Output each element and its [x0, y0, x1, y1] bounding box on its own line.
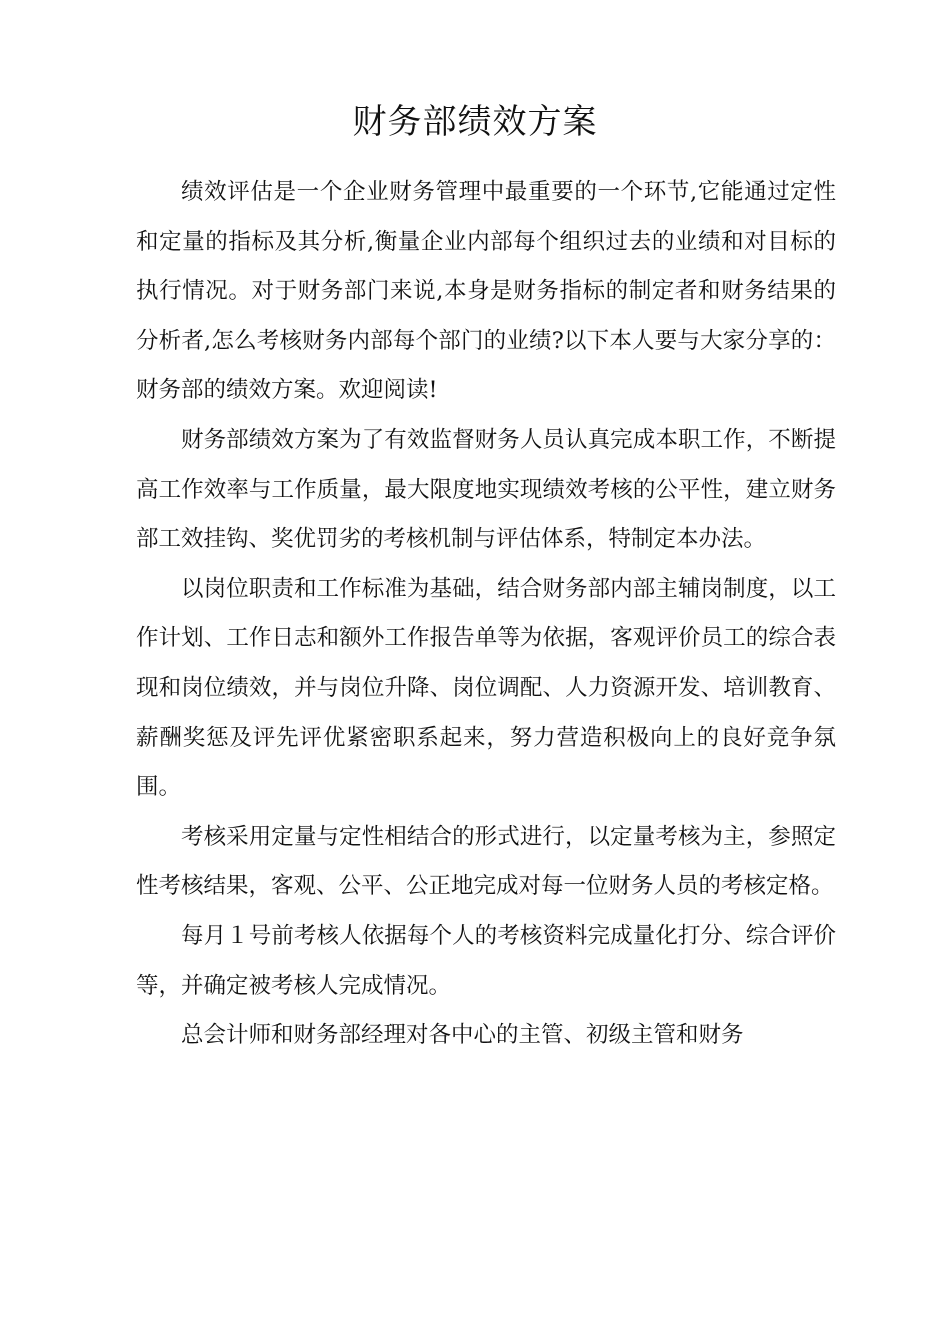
- paragraph-basis: 以岗位职责和工作标准为基础，结合财务部内部主辅岗制度，以工作计划、工作日志和额外工作报告单等为依据，客观评价员工的综合表现和岗位绩效，并与岗位升降、岗位调配、人力资源开发、培训教育、薪酬奖惩及评先评优紧密职系起来，努力营造积极向上的良好竞争氛围。: [136, 575, 836, 801]
- document-body: [136, 168, 836, 1061]
- document-title: 财务部绩效方案: [352, 102, 598, 142]
- paragraph-method: 考核采用定量与定性相结合的形式进行，以定量考核为主，参照定性考核结果，客观、公平、公正地完成对每一位财务人员的考核定格。: [136, 823, 836, 900]
- paragraph-schedule: 每月１号前考核人依据每个人的考核资料完成量化打分、综合评价等，并确定被考核人完成情况。: [136, 922, 836, 999]
- paragraph-intro: 绩效评估是一个企业财务管理中最重要的一个环节,它能通过定性和定量的指标及其分析,衡量企业内部每个组织过去的业绩和对目标的执行情况。对于财务部门来说,本身是财务指标的制定者和财务结果的分析者,怎么考核财务内部每个部门的业绩?以下本人要与大家分享的：财务部的绩效方案。欢迎阅读!: [136, 179, 836, 404]
- paragraph-responsibility: 总会计师和财务部经理对各中心的主管、初级主管和财务: [181, 1022, 744, 1049]
- paragraph-purpose: 财务部绩效方案为了有效监督财务人员认真完成本职工作，不断提高工作效率与工作质量，最大限度地实现绩效考核的公平性，建立财务部工效挂钩、奖优罚劣的考核机制与评估体系，特制定本办法。: [136, 426, 836, 553]
